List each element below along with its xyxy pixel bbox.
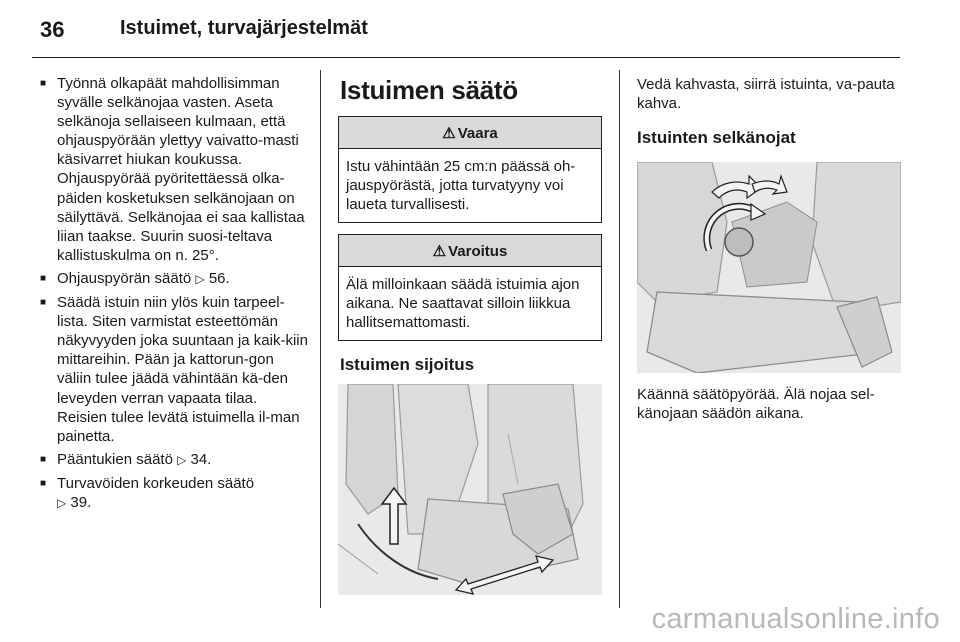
backrest-caption: Käännä säätöpyörää. Älä nojaa sel-känojaan säädön aikana. xyxy=(637,386,875,422)
reference-arrow-icon: ▷ xyxy=(177,452,187,467)
subheading-seat-backrests: Istuinten selkänojat xyxy=(637,128,796,147)
page-reference-link[interactable]: ▷ 34. xyxy=(177,450,212,468)
page-reference-link[interactable]: ▷ 56. xyxy=(195,269,230,287)
column-divider-left xyxy=(320,70,321,608)
column-1 xyxy=(40,74,308,517)
list-item: ■ Työnnä olkapäät mahdollisimman syvälle selkänojaa vasten. Aseta selkänoja sellaiseen kulmaan, että ohjauspyörään ylettyy vaivatto-masti käsivarret hiukan koukussa. Ohjauspyörää pyöritettäessä olka-päiden kosketuksen selkänojaan on säilyttävä. Selkänojaa ei saa kallistaa liian taakse. Suurin suosi-teltava kallistuskulma on n. 25°. xyxy=(40,74,308,265)
page-number: 36 xyxy=(40,17,65,42)
bullet-list xyxy=(40,74,308,513)
warning-header: ⚠ Varoitus xyxy=(339,235,601,267)
seat-position-illustration xyxy=(338,384,602,595)
list-item: ■ Säädä istuin niin ylös kuin tarpeel-lista. Siten varmistat esteettömän näkyvyyden joka suuntaan ja kaik-kiin mittareihin. Pään ja kattorun-gon väliin tulee jäädä vähintään kä-den leveyden verran vapaata tilaa. Reisien tulee levätä istuimella il-man painetta. xyxy=(40,293,308,446)
page-reference-link[interactable]: ▷ 39. xyxy=(57,493,92,511)
warning-text: Älä milloinkaan säädä istuimia ajon aikana. Ne saattavat silloin liikkua hallitsemattomasti. xyxy=(346,276,580,331)
subheading-seat-position: Istuimen sijoitus xyxy=(340,355,475,374)
danger-text: Istu vähintään 25 cm:n päässä oh-jauspyörästä, jotta turvatyyny voi laueta turvallisesti. xyxy=(346,158,576,213)
list-item: ■ Pääntukien säätö ▷ 34. xyxy=(40,450,308,470)
page-title: Istuimet, turvajärjestelmät xyxy=(120,17,368,39)
watermark: carmanualsonline.info xyxy=(651,603,940,635)
reference-arrow-icon: ▷ xyxy=(195,271,205,286)
warning-box xyxy=(338,234,602,341)
section-title: Istuimen säätö xyxy=(340,75,518,105)
list-item: ■ Turvavöiden korkeuden säätö ▷ 39. xyxy=(40,474,308,513)
intro-text: Vedä kahvasta, siirrä istuinta, va-pauta kahva. xyxy=(637,76,895,112)
danger-box xyxy=(338,116,602,223)
list-item: ■ Ohjauspyörän säätö ▷ 56. xyxy=(40,269,308,289)
danger-header: ⚠ Vaara xyxy=(339,117,601,149)
seat-backrest-illustration xyxy=(637,162,901,373)
header-rule xyxy=(32,57,900,58)
warning-triangle-icon: ⚠ xyxy=(442,125,456,142)
reference-arrow-icon: ▷ xyxy=(57,495,67,510)
column-3 xyxy=(637,75,902,423)
column-2 xyxy=(338,75,602,595)
warning-triangle-icon: ⚠ xyxy=(432,243,447,260)
column-divider-right xyxy=(619,70,620,608)
